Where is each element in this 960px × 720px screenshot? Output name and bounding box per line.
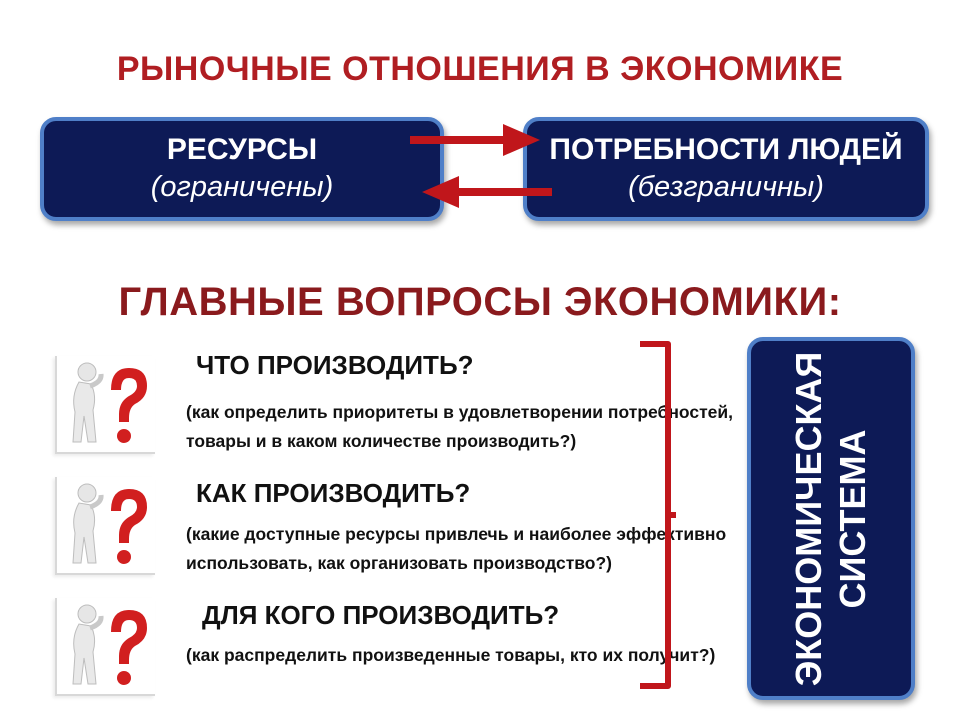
page-title: РЫНОЧНЫЕ ОТНОШЕНИЯ В ЭКОНОМИКЕ	[116, 50, 844, 88]
question-1-desc-line2: товары и в каком количестве производить?)	[186, 431, 577, 451]
questions-heading: ГЛАВНЫЕ ВОПРОСЫ ЭКОНОМИКИ:	[118, 280, 842, 324]
question-2-desc-line2: использовать, как организовать производство?)	[186, 553, 613, 573]
exchange-arrows	[405, 118, 555, 218]
economic-system-line1: ЭКОНОМИЧЕСКАЯ	[788, 351, 829, 686]
resources-note: (ограничены)	[150, 171, 334, 203]
arrow-right-icon	[410, 124, 540, 156]
economic-system-line2: СИСТЕМА	[832, 429, 873, 608]
needs-label: ПОТРЕБНОСТИ ЛЮДЕЙ	[549, 133, 903, 166]
needs-box	[523, 117, 929, 221]
thinking-person-question-icon	[55, 477, 155, 575]
thinking-person-question-icon	[55, 356, 155, 454]
needs-note: (безграничны)	[628, 171, 824, 203]
question-3-desc-line1: (как распределить произведенные товары, кто их получит?)	[186, 645, 716, 665]
question-1-desc-line1: (как определить приоритеты в удовлетворении потребностей,	[186, 402, 734, 422]
resources-box	[40, 117, 444, 221]
bracket-icon	[630, 338, 680, 692]
economic-system-box	[747, 337, 915, 700]
question-3-title: ДЛЯ КОГО ПРОИЗВОДИТЬ?	[202, 600, 560, 630]
question-2-title: КАК ПРОИЗВОДИТЬ?	[196, 478, 471, 508]
question-2-desc-line1: (какие доступные ресурсы привлечь и наиболее эффективно	[186, 524, 727, 544]
thinking-person-question-icon	[55, 598, 155, 696]
question-1-title: ЧТО ПРОИЗВОДИТЬ?	[196, 350, 474, 380]
resources-label: РЕСУРСЫ	[166, 133, 318, 166]
arrow-left-icon	[422, 176, 552, 208]
economic-system-label	[787, 351, 875, 686]
